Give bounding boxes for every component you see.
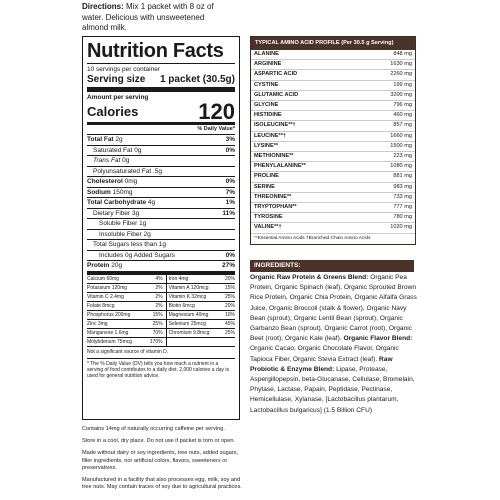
amino-acid-name: THREONINE** — [254, 193, 292, 200]
calories-row — [87, 99, 235, 125]
blend3-text: Lipase, Protease, Aspergillopepsin, beta-Glucanase, Cellulase, Bromelain, Phytase, Lactase, Papain, Peptidase, Pectinase, Hemicellulase, Xylanase, [Lactobacillus plantarum, Lactobacillus bulgaricus] (1.5 Billion CFU) — [250, 365, 415, 414]
mineral-name: Zinc 3mg — [87, 319, 145, 328]
amino-acid-name: GLUTAMIC ACID — [254, 91, 299, 98]
mineral-name: Magnesium 40mg — [166, 310, 222, 319]
minerals-note: Not a significant source of vitamin D. — [87, 348, 169, 355]
amino-acid-row — [251, 152, 415, 162]
amino-acid-row — [251, 91, 415, 101]
amino-acid-name: ALANINE — [254, 51, 279, 57]
serving-size-value: 1 packet (30.5g) — [159, 74, 235, 85]
amino-acid-value: 848 mg — [393, 51, 412, 57]
amino-acid-name: PHENYLALANINE** — [254, 163, 306, 170]
blend3-label: Raw Probiotic & Enzyme Blend: — [250, 355, 393, 373]
mineral-dv: 20% — [222, 301, 235, 310]
directions-text: Mix 1 packet with 8 oz of water. Delicious with unsweetened almond milk. — [82, 2, 214, 32]
amino-acid-row — [251, 70, 415, 80]
mineral-name: Vitamin A 120mcg — [166, 283, 222, 292]
amino-acid-value: 1630 mg — [390, 61, 412, 68]
nutrition-title: Nutrition Facts — [87, 40, 235, 64]
mineral-dv: 2% — [145, 292, 166, 301]
mineral-name: Chromium 9.8mcg — [166, 328, 222, 337]
nutrient-amount: 0mg — [124, 178, 138, 185]
mineral-row — [87, 310, 235, 319]
nutrient-row — [87, 230, 235, 241]
amino-acid-profile — [250, 36, 416, 245]
mineral-name: Calcium 60mg — [87, 275, 145, 284]
package-note: Store in a cool, dry place. Do not use if packet is torn or open. — [82, 438, 235, 445]
mineral-dv — [222, 337, 235, 346]
mineral-dv: 20% — [222, 275, 235, 284]
mineral-dv: 10% — [222, 310, 235, 319]
amino-acid-title: TYPICAL AMINO ACID PROFILE — [255, 40, 340, 46]
nutrient-amount: 3g — [132, 209, 140, 217]
nutrient-row — [87, 177, 235, 188]
nutrient-row — [87, 251, 235, 262]
nutrient-amount: 1g — [158, 241, 166, 248]
nutrient-row — [87, 209, 235, 220]
amino-acid-row — [251, 132, 415, 142]
amino-acid-name: ISOLEUCINE**† — [254, 122, 296, 129]
serving-size — [87, 74, 235, 92]
amino-acid-name: GLYCINE — [254, 102, 279, 109]
mineral-dv: 170% — [145, 337, 166, 346]
nutrient-label — [93, 240, 166, 250]
amino-acid-row — [251, 203, 415, 213]
blend1-label: Organic Raw Protein & Greens Blend: — [250, 274, 369, 281]
nutrient-amount: 0g — [134, 146, 142, 154]
nutrient-name: Dietary Fiber — [93, 209, 131, 217]
amino-acid-serving: (Per 30.5 g Serving) — [341, 40, 394, 46]
nutrient-name: Soluble Fiber — [99, 220, 138, 227]
nutrient-label — [99, 251, 175, 261]
mineral-dv: 15% — [145, 310, 166, 319]
mineral-name: Folate 8mcg — [87, 301, 145, 310]
nutrient-dv: 27% — [221, 262, 235, 269]
mineral-row — [87, 337, 235, 346]
amino-acid-row — [251, 193, 415, 203]
amino-acid-name: LYSINE** — [254, 142, 279, 149]
nutrient-row — [87, 188, 235, 199]
mineral-dv: 45% — [222, 319, 235, 328]
nutrient-label — [99, 219, 146, 229]
nutrient-amount: .5g — [153, 167, 163, 175]
amino-acid-name: CYSTINE — [254, 81, 279, 88]
ingredients-header: INGREDIENTS: — [250, 260, 414, 272]
amino-acid-row — [251, 162, 415, 172]
amino-acid-value: 881 mg — [393, 173, 412, 180]
nutrient-name: Saturated Fat — [93, 146, 133, 154]
nutrient-name: Insoluble Fiber — [99, 230, 142, 238]
nutrient-dv: 0% — [225, 146, 235, 154]
nutrient-label — [93, 167, 162, 177]
nutrition-facts-panel — [82, 36, 240, 420]
amino-acid-name: METHIONINE** — [254, 153, 294, 160]
nutrient-label — [87, 198, 155, 208]
amino-acid-value: 1020 mg — [390, 224, 412, 231]
mineral-dv: 15% — [222, 283, 235, 292]
mineral-name: Molybdenum 75mcg — [87, 337, 145, 346]
daily-value-header: % Daily Value* — [87, 125, 235, 135]
nutrient-dv: 1% — [225, 199, 235, 206]
nutrient-label — [87, 188, 133, 198]
nutrient-amount: 0g Added Sugars — [125, 251, 175, 259]
mineral-row — [87, 301, 235, 310]
nutrient-label — [87, 135, 123, 145]
nutrient-name: Cholesterol — [87, 178, 123, 185]
nutrient-label — [93, 209, 139, 219]
mineral-row — [87, 319, 235, 328]
mineral-row — [87, 283, 235, 292]
amino-acid-name: LEUCINE**† — [254, 132, 287, 139]
nutrient-name: Total Fat — [87, 136, 114, 143]
mineral-name: Selenium 25mcg — [166, 319, 222, 328]
nutrient-row — [87, 261, 235, 275]
mineral-name: Manganese 1.6mg — [87, 328, 145, 337]
mineral-dv: 70% — [145, 328, 166, 337]
blend1-text: Organic Pea Protein, Organic Spinach (leaf), Organic Sprouted Brown Rice Protein, Organic Chia Protein, Organic Alfalfa Grass Juice, Organic Broccoli (stalk & flower), Organic Navy Bean (sprout), Organic Lentil Bean (sprout), Organic Garbanzo Bean (sprout), Organic Carrot (root), Organic Beet (root), Organic Kale (leaf). — [250, 274, 417, 343]
package-notes — [82, 426, 242, 496]
mineral-dv: 25% — [145, 319, 166, 328]
amino-acid-value: 1080 mg — [390, 163, 412, 170]
amino-acid-value: 223 mg — [393, 153, 412, 160]
nutrient-label — [93, 156, 129, 166]
amino-acid-value: 1500 mg — [390, 142, 412, 149]
serving-size-label: Serving size — [87, 74, 146, 85]
mineral-dv: 2% — [145, 283, 166, 292]
amount-per-serving: Amount per serving — [87, 94, 149, 101]
amino-acid-name: HISTIDINE — [254, 112, 282, 119]
amino-acid-row — [251, 101, 415, 111]
nutrient-amount: 4g — [147, 199, 156, 206]
nutrient-row — [87, 198, 235, 209]
blend2-text: Organic Cacao, Organic Chocolate Flavor, Organic Tapioca Fiber, Organic Stevia Extract (leaf). — [250, 345, 399, 363]
amino-acid-name: VALINE**† — [254, 224, 282, 231]
amino-acid-value: 796 mg — [393, 102, 412, 109]
amino-acid-header — [251, 37, 415, 50]
nutrient-label — [87, 177, 137, 187]
mineral-name — [166, 337, 222, 346]
nutrient-amount: 0g — [122, 157, 130, 164]
nutrient-name: Protein — [87, 262, 110, 269]
amino-acid-value: 2260 mg — [390, 71, 412, 78]
amino-acid-name: TYROSINE — [254, 214, 283, 221]
mineral-row — [87, 292, 235, 301]
mineral-dv: 4% — [145, 275, 166, 284]
amino-acid-row — [251, 50, 415, 60]
amino-acid-footnote: **Essential Amino Acids †Branched Chain Amino Acids — [254, 235, 371, 241]
amino-acid-value: 199 mg — [393, 81, 412, 88]
amino-acid-value: 780 mg — [393, 214, 412, 221]
directions — [82, 2, 232, 34]
mineral-dv: 25% — [222, 328, 235, 337]
mineral-name: Iron 4mg — [166, 275, 222, 284]
nutrient-name: Total Sugars less than — [93, 241, 157, 248]
calories-value: 120 — [198, 99, 235, 124]
mineral-dv: 2% — [145, 301, 166, 310]
amino-acid-row — [251, 142, 415, 152]
mineral-name: Biotin 6mcg — [166, 301, 222, 310]
nutrient-amount: 2g — [115, 136, 123, 143]
minerals-table — [87, 275, 235, 355]
blend2-label: Organic Flavor Blend: — [343, 335, 413, 343]
servings-per-container: 10 servings per container — [87, 66, 160, 73]
nutrient-amount: 20g — [111, 262, 123, 269]
amino-acid-row — [251, 111, 415, 121]
nutrient-rows — [87, 135, 235, 275]
amino-acid-value: 857 mg — [393, 122, 412, 129]
nutrient-name: Includes — [99, 251, 124, 259]
nutrient-row — [87, 240, 235, 251]
package-note: Manufactured in a facility that also processes egg, milk, soy and tree nuts. May contain traces of soy due to agricultural practices. — [82, 477, 242, 491]
amino-acid-value: 3200 mg — [390, 91, 412, 98]
amino-acid-row — [251, 223, 415, 233]
nutrient-row — [87, 156, 235, 167]
amino-acid-row — [251, 183, 415, 193]
package-note: Contains 14mg of naturally occurring caffeine per serving. — [82, 426, 225, 432]
amino-acid-row — [251, 172, 415, 182]
amino-acid-name: PROLINE — [254, 173, 279, 180]
mineral-name: Phosphorus 200mg — [87, 310, 145, 319]
nutrient-name: Sodium — [87, 188, 111, 196]
amino-acid-row — [251, 81, 415, 91]
nutrient-amount: 150mg — [112, 188, 133, 196]
nutrient-row — [87, 219, 235, 230]
mineral-name: Vitamin C 2.4mg — [87, 292, 145, 301]
nutrient-dv: 7% — [225, 188, 235, 196]
nutrient-dv: 0% — [225, 178, 235, 185]
nutrient-label — [93, 146, 141, 156]
nutrient-label — [87, 261, 122, 271]
amino-acid-row — [251, 60, 415, 70]
amino-acid-value: 983 mg — [393, 183, 412, 190]
amino-acid-value: 460 mg — [393, 112, 412, 119]
package-note: Made without dairy or soy ingredients, tree nuts, added sugars, filler ingredients, nor artificial colors, flavors, sweeteners or preservatives. — [82, 450, 239, 471]
nutrient-row — [87, 146, 235, 157]
nutrient-dv: 3% — [225, 136, 235, 143]
amino-acid-value: 777 mg — [393, 204, 412, 211]
nutrient-row — [87, 167, 235, 178]
nutrient-label — [99, 230, 151, 240]
nutrient-row — [87, 135, 235, 146]
mineral-row — [87, 328, 235, 337]
mineral-name: Vitamin K 32mcg — [166, 292, 222, 301]
amino-acid-value: 1660 mg — [390, 132, 412, 139]
ingredients-text — [250, 273, 418, 416]
mineral-name: Potassium 120mg — [87, 283, 145, 292]
amino-acid-name: ARGININE — [254, 61, 282, 68]
amino-acid-row — [251, 121, 415, 131]
amino-acid-name: SERINE — [254, 183, 275, 190]
amino-acid-name: ASPARTIC ACID — [254, 71, 298, 78]
nutrient-name: Trans Fat — [93, 157, 121, 164]
daily-value-footnote: * The % Daily Value (DV) tells you how much a nutrient in a serving of food contributes to a daily diet. 2,000 calories a day is used for general nutrition advice. — [87, 358, 235, 380]
nutrient-amount: 1g — [139, 220, 147, 227]
amino-acid-name: TRYPTOPHAN** — [254, 204, 297, 211]
nutrient-dv: 11% — [222, 209, 235, 217]
amino-acid-rows — [251, 50, 415, 234]
amino-acid-row — [251, 213, 415, 223]
directions-label: Directions: — [82, 2, 124, 11]
nutrient-name: Total Carbohydrate — [87, 199, 147, 206]
mineral-row — [87, 275, 235, 284]
calories-label: Calories — [87, 104, 139, 119]
nutrient-name: Polyunsaturated Fat — [93, 167, 152, 175]
amino-acid-value: 733 mg — [393, 193, 412, 200]
nutrient-amount: 2g — [143, 230, 151, 238]
mineral-dv: 25% — [222, 292, 235, 301]
nutrient-dv: 0% — [225, 251, 235, 259]
